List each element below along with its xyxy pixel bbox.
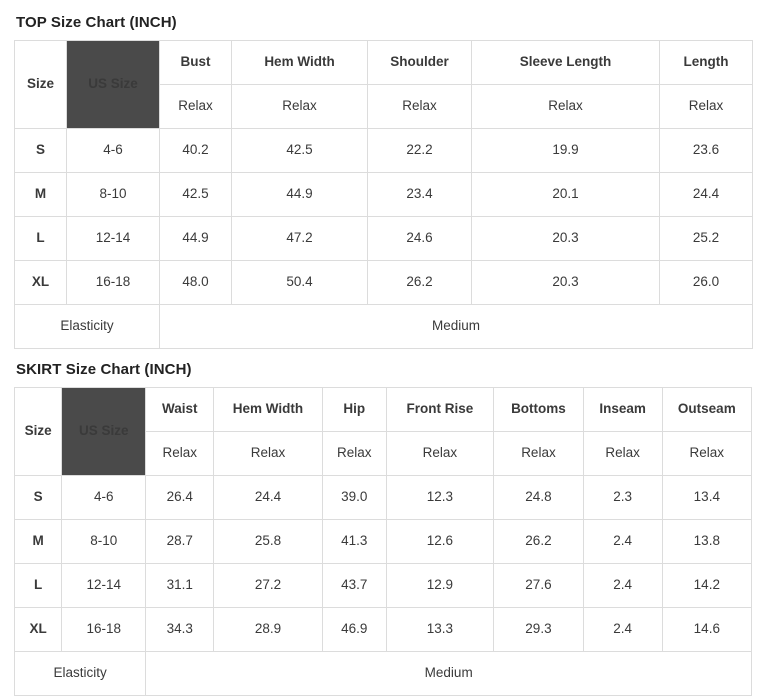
row-size: M [15, 173, 67, 217]
row-hem-width: 47.2 [232, 217, 368, 261]
row-sleeve-length: 20.3 [472, 261, 660, 305]
row-inseam: 2.4 [583, 520, 662, 564]
row-bust: 44.9 [160, 217, 232, 261]
row-hip: 43.7 [322, 564, 386, 608]
fit-waist: Relax [146, 432, 214, 476]
row-length: 23.6 [660, 129, 753, 173]
row-length: 26.0 [660, 261, 753, 305]
row-us-size: 12-14 [67, 217, 160, 261]
table-elasticity-row [15, 305, 753, 349]
table-row [15, 129, 753, 173]
fit-hem-width: Relax [232, 85, 368, 129]
table-row [15, 476, 752, 520]
row-us-size: 8-10 [62, 520, 146, 564]
row-shoulder: 22.2 [368, 129, 472, 173]
row-front-rise: 12.3 [386, 476, 494, 520]
header-length: Length [660, 41, 753, 85]
table-row [15, 564, 752, 608]
row-outseam: 13.8 [662, 520, 751, 564]
header-inseam: Inseam [583, 388, 662, 432]
table-header-row [15, 41, 753, 85]
fit-bottoms: Relax [494, 432, 583, 476]
row-sleeve-length: 20.3 [472, 217, 660, 261]
row-us-size: 16-18 [67, 261, 160, 305]
row-shoulder: 26.2 [368, 261, 472, 305]
row-bottoms: 27.6 [494, 564, 583, 608]
row-us-size: 16-18 [62, 608, 146, 652]
elasticity-value: Medium [160, 305, 753, 349]
row-size: L [15, 217, 67, 261]
top-size-chart-table [14, 40, 753, 349]
row-size: XL [15, 608, 62, 652]
table-row [15, 173, 753, 217]
table-row [15, 608, 752, 652]
row-shoulder: 23.4 [368, 173, 472, 217]
row-length: 25.2 [660, 217, 753, 261]
fit-sleeve-length: Relax [472, 85, 660, 129]
row-waist: 34.3 [146, 608, 214, 652]
row-size: M [15, 520, 62, 564]
row-hem-width: 27.2 [214, 564, 323, 608]
row-us-size: 8-10 [67, 173, 160, 217]
row-front-rise: 13.3 [386, 608, 494, 652]
row-hem-width: 28.9 [214, 608, 323, 652]
header-hem-width: Hem Width [214, 388, 323, 432]
section-spacer [14, 349, 752, 357]
header-hem-width: Hem Width [232, 41, 368, 85]
header-shoulder: Shoulder [368, 41, 472, 85]
header-outseam: Outseam [662, 388, 751, 432]
table-row [15, 261, 753, 305]
row-bottoms: 24.8 [494, 476, 583, 520]
header-size: Size [15, 41, 67, 129]
row-size: S [15, 476, 62, 520]
fit-shoulder: Relax [368, 85, 472, 129]
header-us-size: US Size [62, 388, 146, 476]
fit-hem-width: Relax [214, 432, 323, 476]
row-us-size: 4-6 [67, 129, 160, 173]
elasticity-value: Medium [146, 652, 752, 696]
row-hip: 39.0 [322, 476, 386, 520]
row-waist: 31.1 [146, 564, 214, 608]
row-hem-width: 42.5 [232, 129, 368, 173]
row-inseam: 2.3 [583, 476, 662, 520]
elasticity-label: Elasticity [15, 305, 160, 349]
row-front-rise: 12.6 [386, 520, 494, 564]
row-shoulder: 24.6 [368, 217, 472, 261]
row-inseam: 2.4 [583, 608, 662, 652]
row-inseam: 2.4 [583, 564, 662, 608]
table-header-row [15, 388, 752, 432]
row-hem-width: 50.4 [232, 261, 368, 305]
row-hip: 41.3 [322, 520, 386, 564]
header-us-size: US Size [67, 41, 160, 129]
row-hem-width: 24.4 [214, 476, 323, 520]
row-outseam: 13.4 [662, 476, 751, 520]
elasticity-label: Elasticity [15, 652, 146, 696]
row-waist: 28.7 [146, 520, 214, 564]
header-size: Size [15, 388, 62, 476]
row-outseam: 14.6 [662, 608, 751, 652]
row-bust: 40.2 [160, 129, 232, 173]
row-size: L [15, 564, 62, 608]
row-front-rise: 12.9 [386, 564, 494, 608]
row-waist: 26.4 [146, 476, 214, 520]
header-sleeve-length: Sleeve Length [472, 41, 660, 85]
skirt-size-chart-table [14, 387, 752, 696]
row-sleeve-length: 19.9 [472, 129, 660, 173]
fit-hip: Relax [322, 432, 386, 476]
row-size: S [15, 129, 67, 173]
row-hem-width: 25.8 [214, 520, 323, 564]
top-chart-title: TOP Size Chart (INCH) [16, 14, 177, 31]
skirt-chart-title: SKIRT Size Chart (INCH) [16, 361, 192, 378]
row-bottoms: 29.3 [494, 608, 583, 652]
row-hip: 46.9 [322, 608, 386, 652]
fit-front-rise: Relax [386, 432, 494, 476]
row-hem-width: 44.9 [232, 173, 368, 217]
header-bottoms: Bottoms [494, 388, 583, 432]
fit-bust: Relax [160, 85, 232, 129]
fit-outseam: Relax [662, 432, 751, 476]
table-elasticity-row [15, 652, 752, 696]
row-bust: 42.5 [160, 173, 232, 217]
header-hip: Hip [322, 388, 386, 432]
row-size: XL [15, 261, 67, 305]
fit-length: Relax [660, 85, 753, 129]
header-front-rise: Front Rise [386, 388, 494, 432]
row-bust: 48.0 [160, 261, 232, 305]
table-row [15, 520, 752, 564]
fit-inseam: Relax [583, 432, 662, 476]
header-bust: Bust [160, 41, 232, 85]
row-sleeve-length: 20.1 [472, 173, 660, 217]
header-waist: Waist [146, 388, 214, 432]
row-us-size: 4-6 [62, 476, 146, 520]
table-row [15, 217, 753, 261]
row-length: 24.4 [660, 173, 753, 217]
row-us-size: 12-14 [62, 564, 146, 608]
row-outseam: 14.2 [662, 564, 751, 608]
row-bottoms: 26.2 [494, 520, 583, 564]
